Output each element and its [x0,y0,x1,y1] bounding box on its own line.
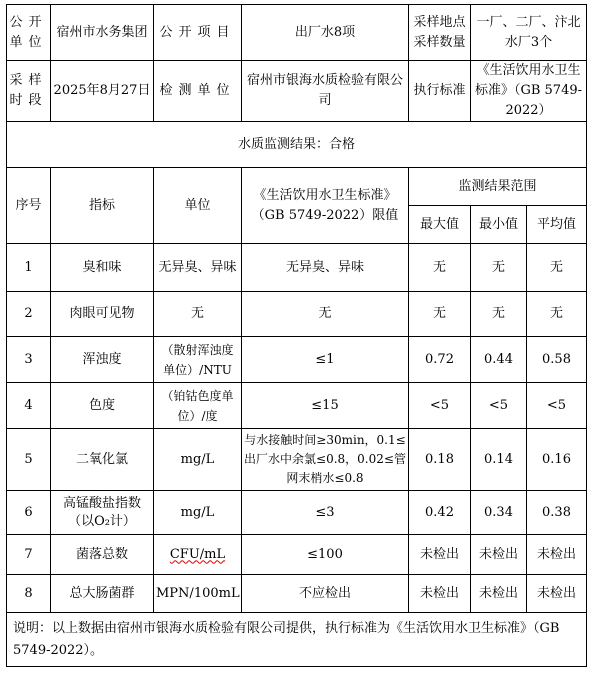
row-avg: 0.16 [527,429,587,491]
water-quality-table [6,4,587,667]
unit-value: 宿州市水务集团 [51,5,154,61]
row-limit: 无异臭、异味 [242,244,409,292]
row-indicator: 臭和味 [51,244,154,292]
header-max: 最大值 [409,206,471,244]
row-max: <5 [409,383,471,429]
item-label: 公开项目 [154,5,242,61]
row-no: 8 [7,575,51,613]
row-no: 3 [7,337,51,383]
table-row [7,575,587,613]
row-no: 4 [7,383,51,429]
row-unit [154,535,242,575]
row-avg: 0.58 [527,337,587,383]
note-text: 说明：以上数据由宿州市银海水质检验有限公司提供，执行标准为《生活饮用水卫生标准》（GB 5749-2022）。 [7,613,587,667]
row-limit: 无 [242,292,409,337]
row-avg: 未检出 [527,535,587,575]
row-unit: 无 [154,292,242,337]
lab-value: 宿州市银海水质检验有限公司 [242,61,409,122]
table-row [7,535,587,575]
row-min: 0.34 [471,491,527,535]
row-max: 0.18 [409,429,471,491]
row-unit: mg/L [154,491,242,535]
row-unit: mg/L [154,429,242,491]
period-label: 采样时段 [7,61,51,122]
row-limit: ≤1 [242,337,409,383]
row-no: 6 [7,491,51,535]
row-max: 0.42 [409,491,471,535]
row-indicator: 高锰酸盐指数（以O₂计） [51,491,154,535]
row-avg: <5 [527,383,587,429]
row-no: 7 [7,535,51,575]
table-row [7,491,587,535]
table-row [7,429,587,491]
note-row [7,613,587,667]
row-max: 未检出 [409,535,471,575]
table-row [7,244,587,292]
row-unit: 无异臭、异味 [154,244,242,292]
unit-label: 公开单位 [7,5,51,61]
row-indicator: 二氧化氯 [51,429,154,491]
row-min: 无 [471,292,527,337]
result-line: 水质监测结果：合格 [7,122,587,168]
row-indicator: 色度 [51,383,154,429]
row-avg: 未检出 [527,575,587,613]
row-indicator: 浑浊度 [51,337,154,383]
info-row-1 [7,5,587,61]
header-indicator: 指标 [51,168,154,244]
row-limit: 不应检出 [242,575,409,613]
lab-label: 检测单位 [154,61,242,122]
row-indicator: 肉眼可见物 [51,292,154,337]
row-indicator: 菌落总数 [51,535,154,575]
row-max: 无 [409,292,471,337]
row-no: 2 [7,292,51,337]
site-label: 采样地点采样数量 [409,5,471,61]
site-value: 一厂、二厂、汴北水厂3个 [471,5,587,61]
result-row [7,122,587,168]
row-min: 未检出 [471,575,527,613]
row-unit: MPN/100mL [154,575,242,613]
table-row [7,292,587,337]
header-avg: 平均值 [527,206,587,244]
row-unit: （散射浑浊度单位）/NTU [154,337,242,383]
row-no: 5 [7,429,51,491]
header-range: 监测结果范围 [409,168,587,206]
table-row [7,383,587,429]
row-no: 1 [7,244,51,292]
std-value: 《生活饮用水卫生标准》（GB 5749-2022） [471,61,587,122]
row-limit: ≤15 [242,383,409,429]
row-unit: （铂钴色度单位）/度 [154,383,242,429]
row-min: <5 [471,383,527,429]
period-value: 2025年8月27日 [51,61,154,122]
row-min: 未检出 [471,535,527,575]
row-max: 未检出 [409,575,471,613]
info-row-2 [7,61,587,122]
item-value: 出厂水8项 [242,5,409,61]
row-min: 无 [471,244,527,292]
header-no: 序号 [7,168,51,244]
header-row-1 [7,168,587,206]
header-unit: 单位 [154,168,242,244]
row-limit: ≤3 [242,491,409,535]
row-min: 0.14 [471,429,527,491]
row-limit: 与水接触时间≥30min，0.1≤出厂水中余氯≤0.8，0.02≤管网末梢水≤0.8 [242,429,409,491]
row-avg: 无 [527,244,587,292]
row-max: 0.72 [409,337,471,383]
row-unit-text: CFU/mL [169,546,226,562]
row-avg: 0.38 [527,491,587,535]
row-min: 0.44 [471,337,527,383]
std-label: 执行标准 [409,61,471,122]
header-limit: 《生活饮用水卫生标准》（GB 5749-2022）限值 [242,168,409,244]
row-limit: ≤100 [242,535,409,575]
table-row [7,337,587,383]
row-avg: 无 [527,292,587,337]
row-max: 无 [409,244,471,292]
row-indicator: 总大肠菌群 [51,575,154,613]
header-min: 最小值 [471,206,527,244]
